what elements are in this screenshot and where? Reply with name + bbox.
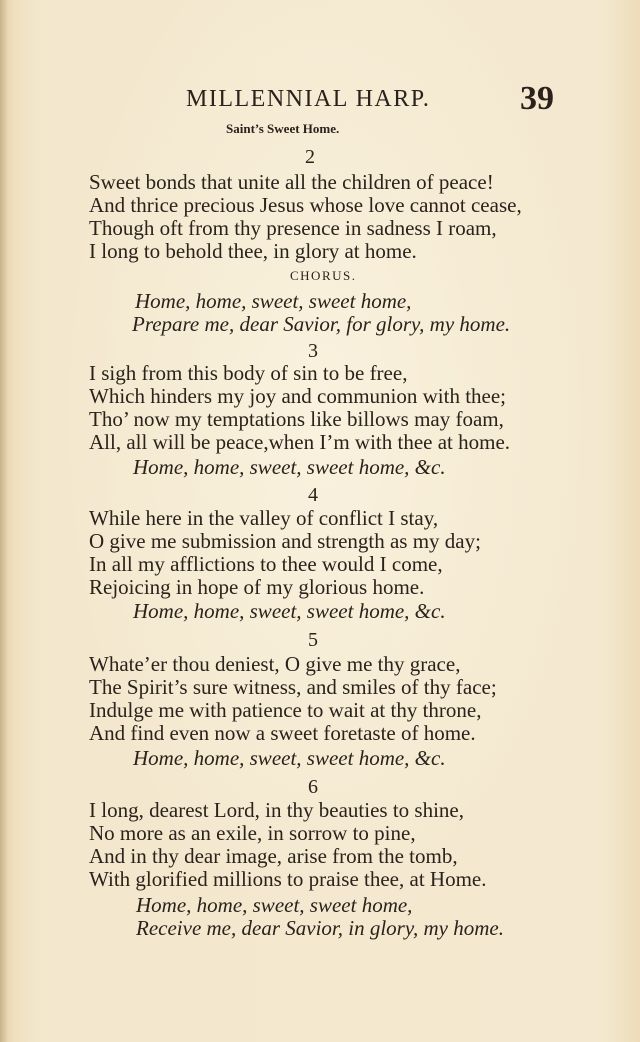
verse-line: Tho’ now my temptations like billows may foam,	[89, 407, 504, 431]
verse-line: Indulge me with patience to wait at thy throne,	[89, 698, 482, 722]
refrain-line: Receive me, dear Savior, in glory, my home.	[136, 916, 504, 940]
verse-line: Which hinders my joy and communion with thee;	[89, 384, 507, 408]
page-spine-shadow	[0, 0, 8, 1042]
verse-line: The Spirit’s sure witness, and smiles of thy face;	[89, 675, 497, 699]
song-title: Saint’s Sweet Home.	[226, 121, 340, 136]
verse-line: I long, dearest Lord, in thy beauties to shine,	[89, 798, 464, 822]
refrain-line: Home, home, sweet, sweet home, &c.	[133, 455, 446, 479]
verse-line: While here in the valley of conflict I stay,	[89, 506, 439, 530]
verse-line: All, all will be peace,when I’m with thee at home.	[89, 430, 511, 454]
verse-line: Sweet bonds that unite all the children of peace!	[89, 170, 494, 194]
verse-line: I sigh from this body of sin to be free,	[89, 361, 408, 385]
verse-line: Whate’er thou deniest, O give me thy grace,	[89, 652, 461, 676]
verse-line: I long to behold thee, in glory at home.	[89, 239, 417, 263]
refrain-line: Home, home, sweet, sweet home,	[136, 893, 413, 917]
verse-number: 2	[305, 146, 315, 168]
verse-line: Though oft from thy presence in sadness I roam,	[89, 216, 497, 240]
verse-line: With glorified millions to praise thee, at Home.	[89, 867, 487, 891]
chorus-label: CHORUS.	[290, 268, 357, 283]
refrain-line: Home, home, sweet, sweet home, &c.	[133, 746, 446, 770]
verse-line: In all my afflictions to thee would I come,	[89, 552, 443, 576]
refrain-line: Home, home, sweet, sweet home, &c.	[133, 599, 446, 623]
verse-number: 4	[308, 484, 318, 506]
chorus-line: Prepare me, dear Savior, for glory, my home.	[132, 312, 511, 336]
verse-number: 6	[308, 776, 318, 798]
verse-line: And in thy dear image, arise from the tomb,	[89, 844, 458, 868]
running-header-title: MILLENNIAL HARP.	[186, 86, 431, 112]
verse-number: 3	[308, 340, 318, 362]
verse-number: 5	[308, 629, 318, 651]
verse-line: Rejoicing in hope of my glorious home.	[89, 575, 425, 599]
verse-line: And find even now a sweet foretaste of home.	[89, 721, 476, 745]
verse-line: No more as an exile, in sorrow to pine,	[89, 821, 416, 845]
page-number: 39	[520, 80, 554, 117]
verse-line: And thrice precious Jesus whose love cannot cease,	[89, 193, 522, 217]
chorus-line: Home, home, sweet, sweet home,	[135, 289, 412, 313]
verse-line: O give me submission and strength as my day;	[89, 529, 481, 553]
